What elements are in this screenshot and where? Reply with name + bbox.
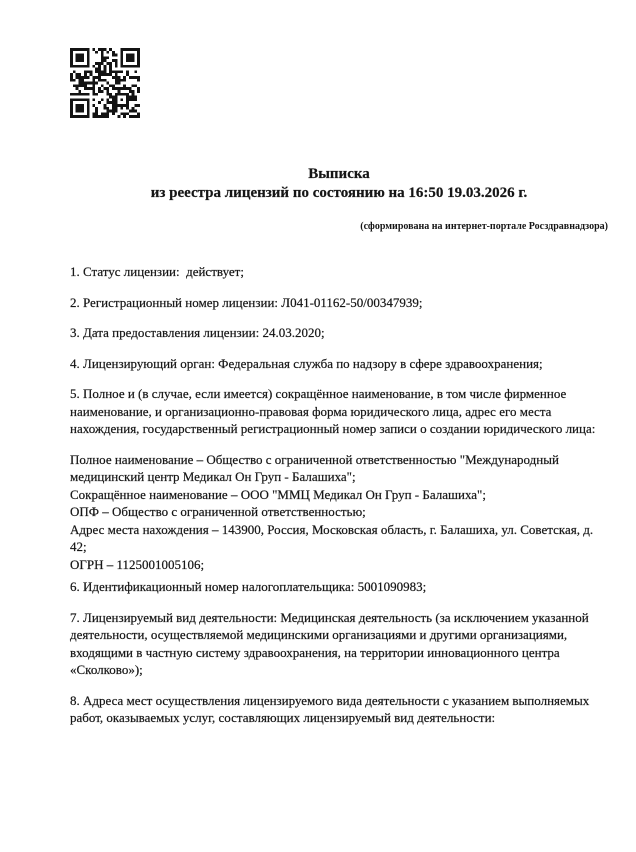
license-status-item — [70, 263, 608, 281]
title-line-1: Выписка — [308, 166, 370, 182]
text-line: 2. Регистрационный номер лицензии: Л041-01162-50/00347939; — [70, 294, 423, 310]
license-reg-number-item — [70, 294, 608, 312]
text-line: 6. Идентификационный номер налогоплательщика: 5001090983; — [70, 579, 427, 594]
text-line: работ, оказываемых услуг, составляющих лицензируемый вид деятельности: — [70, 710, 496, 725]
qr-code-icon — [70, 48, 140, 118]
org-name-heading-item — [70, 385, 608, 438]
text-line: 3. Дата предоставления лицензии: 24.03.2020; — [70, 325, 325, 340]
text-line: деятельности, осуществляемой медицинскими организациями и другими организациями, — [70, 627, 568, 642]
licensing-authority-item — [70, 355, 608, 373]
text-line: 8. Адреса мест осуществления лицензируемого вида деятельности с указанием выполняемых — [70, 692, 590, 708]
licensed-activity-item — [70, 609, 608, 679]
document-body — [70, 263, 608, 727]
document-content — [70, 165, 608, 740]
text-line: Полное наименование – Общество с ограниченной ответственностью "Международный — [70, 451, 559, 467]
text-line: входящими в частную систему здравоохранения, на территории инновационного центра — [70, 644, 560, 660]
activity-addresses-heading-item — [70, 692, 608, 727]
text-line: наименование, и организационно-правовая форма юридического лица, адрес его места — [70, 403, 552, 419]
text-line: 7. Лицензируемый вид деятельности: Медицинская деятельность (за исключением указанной — [70, 609, 589, 625]
text-line: нахождения, государственный регистрационный номер записи о создании юридического лица: — [70, 421, 596, 436]
title-line-2: из реестра лицензий по состоянию на 16:50 19.03.2026 г. — [150, 185, 528, 201]
org-details-block — [70, 451, 608, 574]
text-line: медицинский центр Медикал Он Груп - Балашиха"; — [70, 469, 356, 484]
taxpayer-inn-item — [70, 578, 608, 596]
text-line: 4. Лицензирующий орган: Федеральная служба по надзору в сфере здравоохранения; — [70, 355, 543, 371]
text-line: Адрес места нахождения – 143900, Россия, Московская область, г. Балашиха, ул. Советская, д. — [70, 521, 594, 537]
page-title — [70, 165, 608, 203]
text-line: «Сколково»); — [70, 662, 143, 677]
text-line: ОПФ – Общество с ограниченной ответственностью; — [70, 504, 366, 519]
text-line: 5. Полное и (в случае, если имеется) сокращённое наименование, в том числе фирменное — [70, 386, 567, 401]
text-line: 1. Статус лицензии: действует; — [70, 264, 244, 279]
text-line: 42; — [70, 539, 87, 554]
text-line: ОГРН – 1125001005106; — [70, 556, 205, 572]
license-grant-date-item — [70, 324, 608, 342]
text-line: Сокращённое наименование – ООО "ММЦ Медикал Он Груп - Балашиха"; — [70, 486, 486, 502]
portal-note: (сформирована на интернет-портале Росздравнадзора) — [360, 221, 608, 232]
